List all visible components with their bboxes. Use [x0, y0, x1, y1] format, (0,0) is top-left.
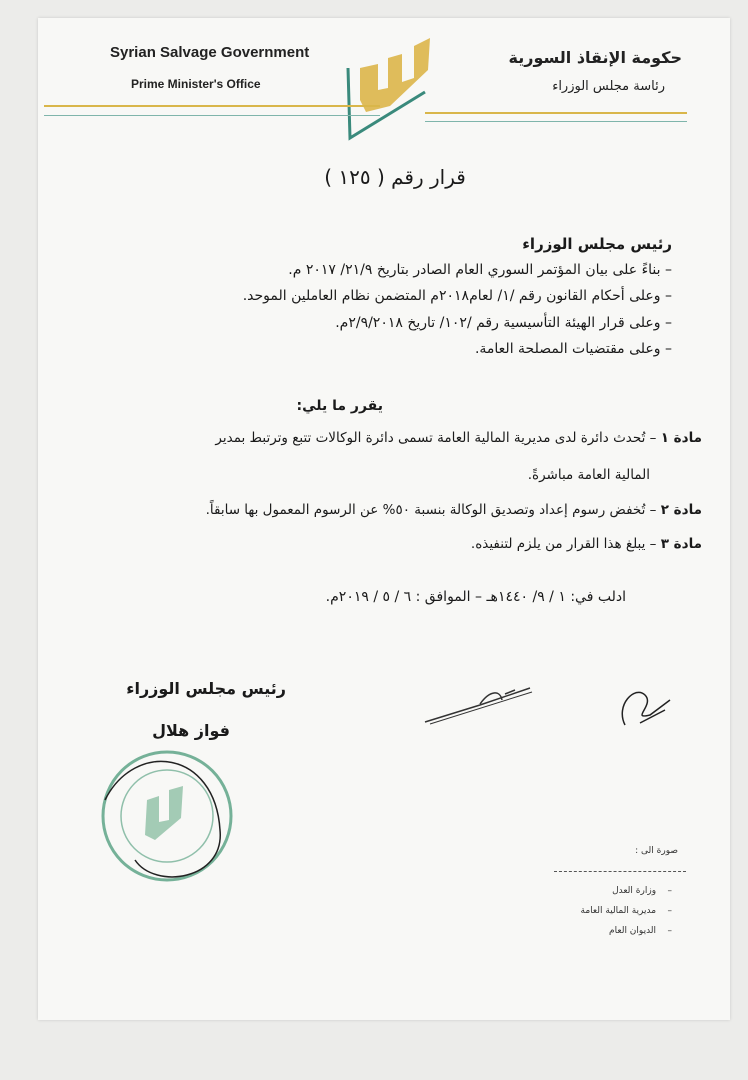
article-text: – تُحدث دائرة لدى مديرية المالية العامة تسمى دائرة الوكالات تتبع وترتبط بمدير: [215, 430, 657, 446]
copies-divider: [554, 871, 686, 872]
preamble-item: – وعلى أحكام القانون رقم /١/ لعام٢٠١٨م المتضمن نظام العاملين الموحد.: [242, 288, 672, 304]
decision-title: قرار رقم ( ١٢٥ ): [324, 165, 466, 189]
article-label: مادة ١: [660, 430, 702, 446]
article-2: [206, 502, 702, 518]
government-logo: [330, 30, 440, 142]
header-english-subtitle: Prime Minister's Office: [131, 77, 261, 91]
decides-heading: يقرر ما يلي:: [296, 398, 383, 414]
initials-scribble: [610, 675, 680, 735]
issuer-heading: رئيس مجلس الوزراء: [522, 235, 672, 253]
header-english-title: Syrian Salvage Government: [110, 44, 310, 61]
copy-recipient-label: وزارة العدل: [612, 886, 657, 896]
header-arabic-title: حكومة الإنقاذ السورية: [508, 48, 682, 67]
header-arabic-subtitle: رئاسة مجلس الوزراء: [552, 79, 665, 94]
preamble-item: – وعلى مقتضيات المصلحة العامة.: [474, 341, 672, 357]
copies-heading: صورة الى :: [635, 846, 678, 856]
copy-recipient: – الديوان العام: [609, 926, 672, 936]
preamble-item: – وعلى قرار الهيئة التأسيسية رقم /١٠٢/ تاريخ ٢/٩/٢٠١٨م.: [335, 315, 672, 331]
header-rule-left: [44, 105, 380, 107]
date-line: ادلب في: ١ / ٩/ ١٤٤٠هـ – الموافق : ٦ / ٥ / ٢٠١٩م.: [325, 589, 626, 605]
copy-recipient: – وزارة العدل: [612, 886, 672, 896]
signatory-name: فواز هلال: [152, 721, 230, 740]
article-3: [471, 536, 702, 552]
article-text: – تُخفض رسوم إعداد وتصديق الوكالة بنسبة ٥٠% عن الرسوم المعمول بها سابقاً.: [205, 502, 657, 518]
article-label: مادة ٢: [660, 502, 702, 518]
signatory-title: رئيس مجلس الوزراء: [126, 679, 286, 698]
article-text: – يبلغ هذا القرار من يلزم لتنفيذه.: [470, 536, 657, 552]
signature-scribble: [420, 680, 550, 730]
official-stamp: [95, 740, 245, 890]
header-rule-right: [425, 112, 687, 114]
article-1: [215, 430, 702, 446]
header-rule-right-teal: [425, 121, 687, 122]
copy-recipient-label: مديرية المالية العامة: [580, 906, 657, 916]
copy-recipient: – مديرية المالية العامة: [580, 906, 672, 916]
article-label: مادة ٣: [660, 536, 702, 552]
copy-recipient-label: الديوان العام: [609, 926, 657, 936]
article-1-continuation: المالية العامة مباشرةً.: [527, 467, 650, 483]
header-rule-left-teal: [44, 115, 380, 116]
preamble-item: – بناءً على بيان المؤتمر السوري العام الصادر بتاريخ ٢١/٩/ ٢٠١٧ م.: [288, 262, 672, 278]
